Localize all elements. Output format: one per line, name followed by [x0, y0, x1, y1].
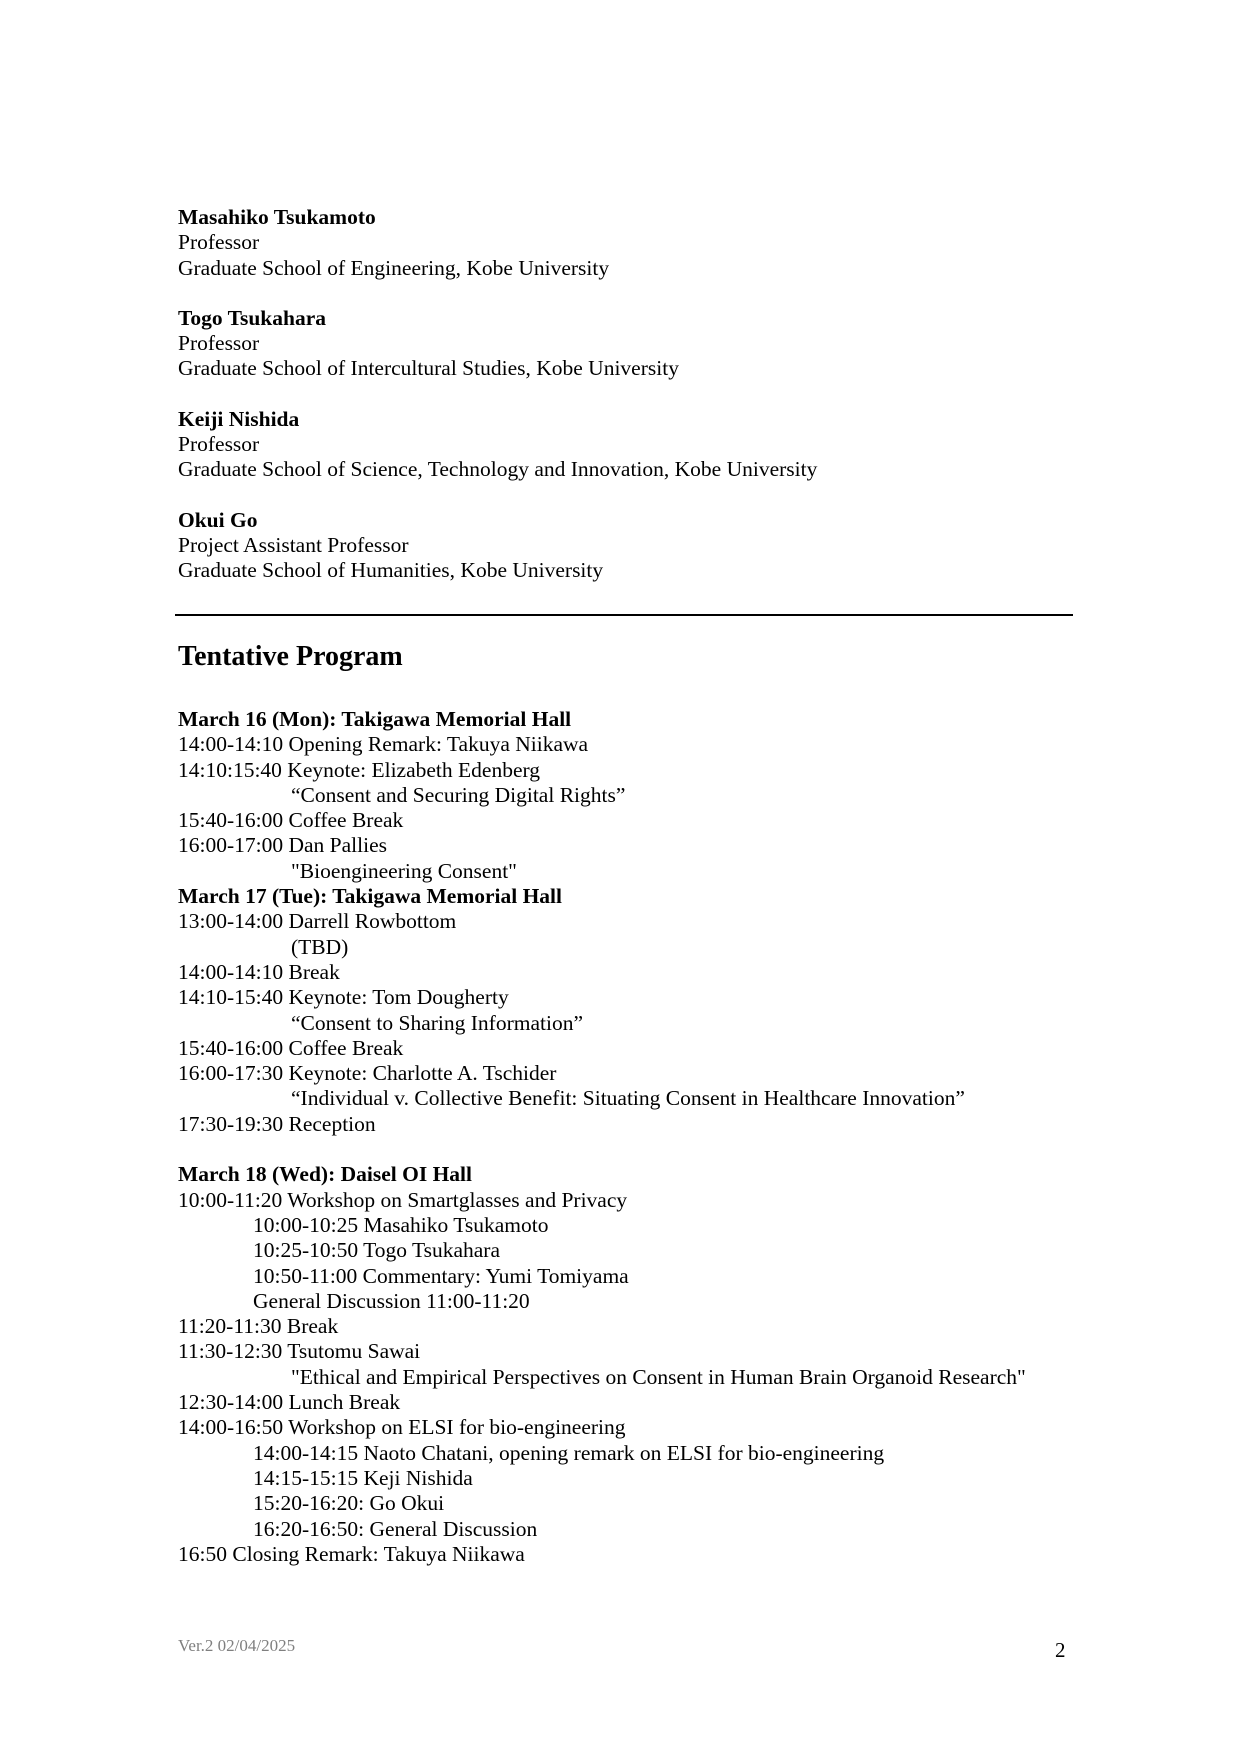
person-affiliation: Graduate School of Science, Technology and Innovation, Kobe University: [178, 457, 818, 482]
sub-schedule-item: 10:25-10:50 Togo Tsukahara: [253, 1238, 500, 1263]
person-name: Togo Tsukahara: [178, 305, 327, 330]
person-name: Keiji Nishida: [178, 406, 300, 431]
person-title: Professor: [178, 230, 260, 255]
person-affiliation: Graduate School of Humanities, Kobe University: [178, 558, 604, 583]
schedule-item: 17:30-19:30 Reception: [178, 1111, 376, 1136]
sub-schedule-item: General Discussion 11:00-11:20: [253, 1288, 530, 1313]
version-footer: Ver.2 02/04/2025: [178, 1636, 296, 1655]
schedule-item: 14:00-14:10 Opening Remark: Takuya Niikawa: [178, 732, 589, 757]
day-heading: March 16 (Mon): Takigawa Memorial Hall: [178, 707, 572, 731]
people-list: [178, 205, 1078, 609]
talk-title: “Individual v. Collective Benefit: Situating Consent in Healthcare Innovation”: [291, 1086, 965, 1111]
schedule-item: 14:00-14:10 Break: [178, 959, 340, 984]
schedule-item: 11:30-12:30 Tsutomu Sawai: [178, 1339, 421, 1364]
person-title: Professor: [178, 331, 260, 356]
page-number: 2: [1055, 1638, 1066, 1662]
schedule-item: 15:40-16:00 Coffee Break: [178, 808, 404, 833]
person-name: Okui Go: [178, 507, 258, 532]
sub-schedule-item: 14:00-14:15 Naoto Chatani, opening remark on ELSI for bio-engineering: [253, 1440, 885, 1465]
talk-title: “Consent to Sharing Information”: [291, 1010, 583, 1035]
person-entry: [178, 407, 1078, 483]
program-title: Tentative Program: [178, 641, 403, 672]
schedule-item: 12:30-14:00 Lunch Break: [178, 1390, 401, 1415]
section-divider: [175, 614, 1073, 616]
person-affiliation: Graduate School of Intercultural Studies, Kobe University: [178, 356, 679, 381]
person-entry: [178, 306, 1078, 382]
sub-schedule-item: 15:20-16:20: Go Okui: [253, 1491, 445, 1516]
schedule-item: 16:00-17:00 Dan Pallies: [178, 833, 388, 858]
day-heading: March 18 (Wed): Daisel OI Hall: [178, 1162, 473, 1187]
schedule-item: 10:00-11:20 Workshop on Smartglasses and Privacy: [178, 1187, 628, 1212]
sub-schedule-item: 10:00-10:25 Masahiko Tsukamoto: [253, 1212, 549, 1237]
person-name: Masahiko Tsukamoto: [178, 205, 376, 229]
talk-title: "Ethical and Empirical Perspectives on Consent in Human Brain Organoid Research": [291, 1364, 1026, 1389]
program-schedule: [178, 707, 1138, 1567]
day-heading: March 17 (Tue): Takigawa Memorial Hall: [178, 884, 563, 909]
schedule-item: 16:50 Closing Remark: Takuya Niikawa: [178, 1541, 525, 1566]
schedule-item: 14:00-16:50 Workshop on ELSI for bio-engineering: [178, 1415, 626, 1440]
schedule-item: 15:40-16:00 Coffee Break: [178, 1035, 404, 1060]
schedule-item: 16:00-17:30 Keynote: Charlotte A. Tschider: [178, 1061, 557, 1086]
schedule-item: 11:20-11:30 Break: [178, 1314, 339, 1339]
schedule-item: 14:10-15:40 Keynote: Tom Dougherty: [178, 985, 509, 1010]
person-entry: [178, 205, 1078, 281]
person-title: Professor: [178, 432, 260, 457]
talk-title: "Bioengineering Consent": [291, 858, 517, 883]
sub-schedule-item: 16:20-16:50: General Discussion: [253, 1516, 538, 1541]
schedule-item: 13:00-14:00 Darrell Rowbottom: [178, 909, 457, 934]
person-entry: [178, 508, 1078, 584]
person-affiliation: Graduate School of Engineering, Kobe University: [178, 255, 610, 280]
talk-title: (TBD): [291, 934, 349, 959]
schedule-item: 14:10:15:40 Keynote: Elizabeth Edenberg: [178, 757, 541, 782]
sub-schedule-item: 10:50-11:00 Commentary: Yumi Tomiyama: [253, 1263, 629, 1288]
person-title: Project Assistant Professor: [178, 532, 409, 557]
talk-title: “Consent and Securing Digital Rights”: [291, 782, 626, 807]
sub-schedule-item: 14:15-15:15 Keji Nishida: [253, 1465, 473, 1490]
